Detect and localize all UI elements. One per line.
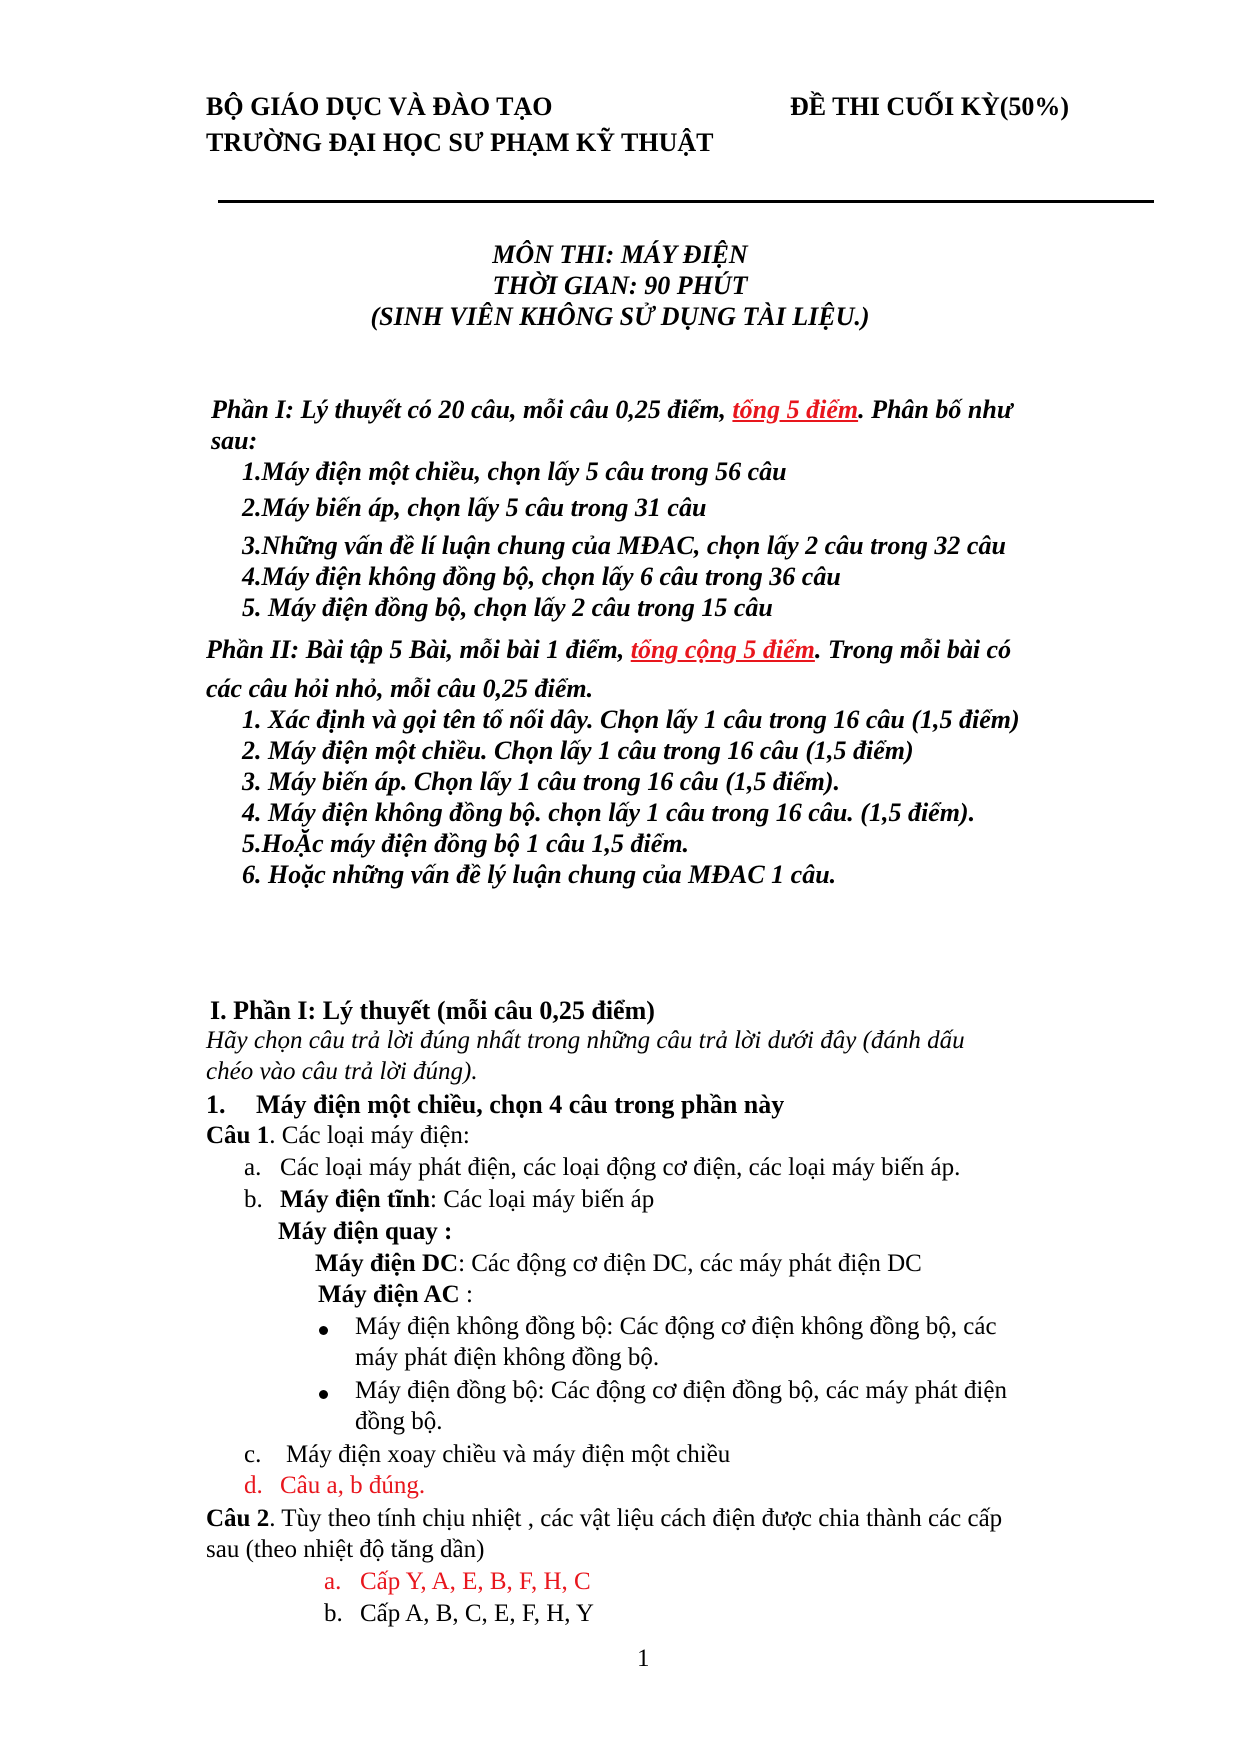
part2-intro-prefix: Phần II: Bài tập 5 Bài, mỗi bài 1 điểm,	[206, 635, 631, 664]
part2-item: 5.HoẶc máy điện đồng bộ 1 câu 1,5 điểm.	[242, 829, 690, 858]
bullet-icon	[319, 1326, 328, 1335]
sync-machine-line2: đồng bộ.	[355, 1408, 443, 1435]
part2-intro-suffix: . Trong mỗi bài có	[814, 635, 1012, 664]
question-2-text-line2: sau (theo nhiệt độ tăng dần)	[206, 1536, 485, 1563]
part1-item: 2.Máy biến áp, chọn lấy 5 câu trong 31 câu	[242, 493, 707, 522]
dc-machine-line	[315, 1250, 922, 1278]
dc-machine-text: : Các động cơ điện DC, các máy phát điện DC	[458, 1250, 922, 1277]
part2-item: 2. Máy điện một chiều. Chọn lấy 1 câu trong 16 câu (1,5 điểm)	[242, 736, 914, 765]
part1-item: 5. Máy điện đồng bộ, chọn lấy 2 câu trong 15 câu	[242, 593, 773, 622]
section1-instruction-line1: Hãy chọn câu trả lời đúng nhất trong những câu trả lời dưới đây (đánh dấu	[206, 1027, 965, 1054]
q1-option-c: Máy điện xoay chiều và máy điện một chiều	[286, 1441, 731, 1468]
exam-type: ĐỀ THI CUỐI KỲ(50%)	[790, 92, 1070, 121]
exam-time: THỜI GIAN: 90 PHÚT	[492, 271, 748, 300]
question-1-label: Câu 1	[206, 1122, 270, 1149]
option-letter: d.	[244, 1472, 263, 1499]
subsection-number: 1.	[206, 1090, 226, 1119]
q2-option-a-correct: Cấp Y, A, E, B, F, H, C	[360, 1568, 591, 1595]
ac-machine-line	[318, 1281, 473, 1309]
part2-total-highlight: tổng cộng 5 điểm	[630, 635, 815, 664]
option-letter: b.	[324, 1600, 343, 1627]
part1-total-highlight: tổng 5 điểm	[732, 395, 859, 424]
q1-option-d-correct: Câu a, b đúng.	[280, 1472, 426, 1499]
option-letter: a.	[244, 1154, 262, 1181]
option-letter: a.	[324, 1568, 342, 1595]
static-machine-label: Máy điện tĩnh	[280, 1186, 431, 1213]
part1-intro-line2: sau:	[211, 426, 258, 455]
async-machine-line2: máy phát điện không đồng bộ.	[355, 1344, 660, 1371]
question-1-stem	[206, 1122, 470, 1150]
part1-intro-suffix: . Phân bố như	[858, 395, 1013, 424]
university-name: TRƯỜNG ĐẠI HỌC SƯ PHẠM KỸ THUẬT	[206, 128, 714, 157]
part2-item: 3. Máy biến áp. Chọn lấy 1 câu trong 16 câu (1,5 điểm).	[242, 767, 841, 796]
question-1-text: . Các loại máy điện:	[269, 1122, 470, 1149]
part1-item: 1.Máy điện một chiều, chọn lấy 5 câu trong 56 câu	[242, 457, 787, 486]
option-letter: b.	[244, 1186, 263, 1213]
rotating-machine-label: Máy điện quay :	[278, 1218, 453, 1245]
page-number: 1	[637, 1645, 650, 1672]
sync-machine-line1: Máy điện đồng bộ: Các động cơ điện đồng bộ, các máy phát điện	[355, 1377, 1007, 1404]
question-2-stem	[206, 1505, 1002, 1533]
static-machine-text: : Các loại máy biến áp	[430, 1186, 655, 1213]
dc-machine-label: Máy điện DC	[315, 1250, 459, 1277]
bullet-icon	[319, 1390, 328, 1399]
part1-intro-line1	[211, 395, 1012, 425]
q1-option-a: Các loại máy phát điện, các loại động cơ điện, các loại máy biến áp.	[280, 1154, 961, 1181]
ac-machine-label: Máy điện AC	[318, 1281, 460, 1308]
subsection-heading: Máy điện một chiều, chọn 4 câu trong phần này	[256, 1090, 785, 1119]
part2-item: 1. Xác định và gọi tên tổ nối dây. Chọn lấy 1 câu trong 16 câu (1,5 điểm)	[242, 705, 1020, 734]
part1-item: 4.Máy điện không đồng bộ, chọn lấy 6 câu trong 36 câu	[242, 562, 841, 591]
part2-intro-line2: các câu hỏi nhỏ, mỗi câu 0,25 điểm.	[206, 674, 594, 703]
exam-note: (SINH VIÊN KHÔNG SỬ DỤNG TÀI LIỆU.)	[370, 302, 870, 331]
option-letter: c.	[244, 1441, 262, 1468]
section1-heading: I. Phần I: Lý thuyết (mỗi câu 0,25 điểm)	[210, 996, 655, 1025]
part1-intro-prefix: Phần I: Lý thuyết có 20 câu, mỗi câu 0,25 điểm,	[211, 395, 733, 424]
async-machine-line1: Máy điện không đồng bộ: Các động cơ điện không đồng bộ, các	[355, 1313, 997, 1340]
question-2-text: . Tùy theo tính chịu nhiệt , các vật liệu cách điện được chia thành các cấp	[269, 1505, 1003, 1532]
part2-item: 4. Máy điện không đồng bộ. chọn lấy 1 câu trong 16 câu. (1,5 điểm).	[242, 798, 976, 827]
q2-option-b: Cấp A, B, C, E, F, H, Y	[360, 1600, 594, 1627]
part1-item: 3.Những vấn đề lí luận chung của MĐAC, chọn lấy 2 câu trong 32 câu	[242, 531, 1006, 560]
ministry-name: BỘ GIÁO DỤC VÀ ĐÀO TẠO	[206, 92, 553, 121]
ac-machine-colon: :	[459, 1281, 473, 1308]
part2-intro-line1	[206, 635, 1011, 665]
question-2-label: Câu 2	[206, 1505, 270, 1532]
part2-item: 6. Hoặc những vấn đề lý luận chung của MĐAC 1 câu.	[242, 860, 837, 889]
subject-title: MÔN THI: MÁY ĐIỆN	[492, 240, 748, 269]
header-divider	[218, 200, 1154, 203]
section1-instruction-line2: chéo vào câu trả lời đúng).	[206, 1058, 478, 1085]
q1-option-b	[280, 1186, 654, 1214]
